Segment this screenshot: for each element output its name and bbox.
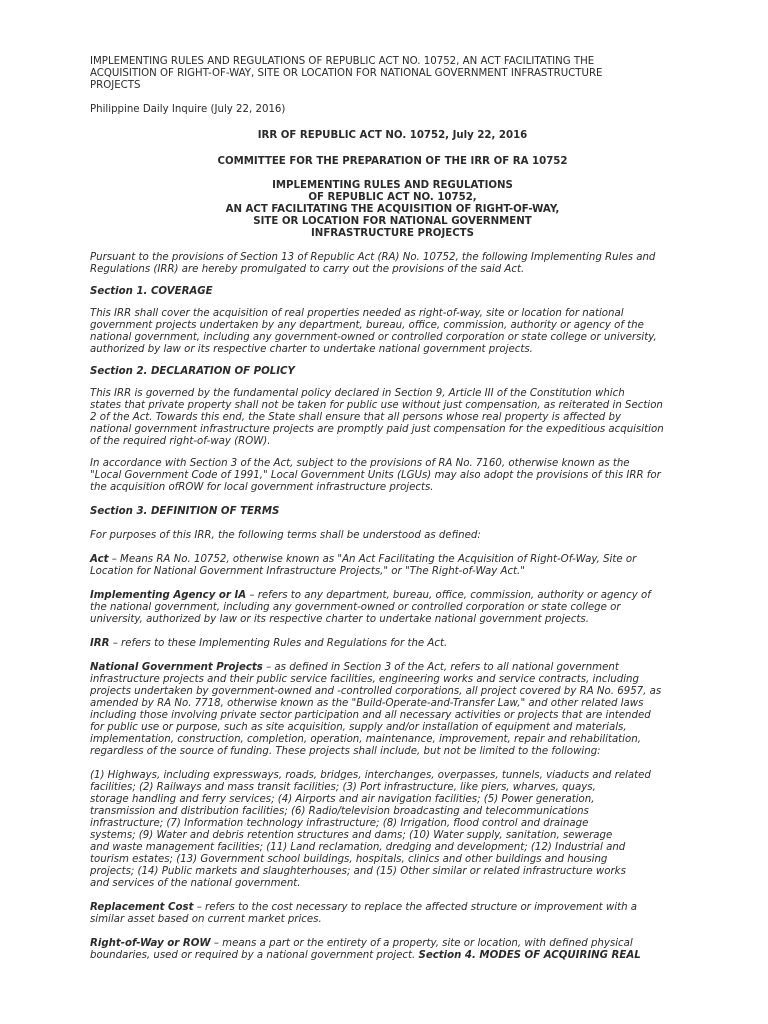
definition-row <box>90 938 695 962</box>
def-act: – Means RA No. 10752, otherwise known as "An Act Facilitating the Acquisition of Right-Of-Way, Site or Location for National Government Infrastructure Projects," or "The Right-of-Way Act." <box>90 554 637 577</box>
section-2-heading: Section 2. DECLARATION OF POLICY <box>90 366 295 377</box>
term-irr: IRR <box>90 638 110 649</box>
definition-irr <box>90 638 695 650</box>
document-page <box>90 56 695 962</box>
section-4-heading: Section 4. MODES OF ACQUIRING REAL <box>418 950 641 961</box>
definition-act <box>90 554 695 578</box>
source-line: Philippine Daily Inquire (July 22, 2016) <box>90 104 286 115</box>
def-ngp: – as defined in Section 3 of the Act, refers to all national government infrastructure projects and their public service facilities, engineering works and service contracts, including projects undertaken by government-owned and -controlled corporations, all project covered by RA No. 6957, as amended by RA No. 7718, otherwise known as the "Build-Operate-and-Transfer Law," and other related laws including those involving private sector participation and all necessary activities or projects that are intended for public use or purpose, such as site acquisition, supply and/or installation of equipment and materials, implementation, construction, completion, operation, maintenance, improvement, repair and rehabilitation, regardless of the source of funding. These projects shall include, but not be limited to the following: <box>90 662 662 757</box>
def-replacement-cost: – refers to the cost necessary to replace the affected structure or improvement with a similar asset based on current market prices. <box>90 902 638 925</box>
def-ia: – refers to any department, bureau, office, commission, authority or agency of the national government, including any government-owned or controlled corporation or state college or university, authorized by law or its respective charter to undertake national government projects. <box>90 590 651 625</box>
definition-ia <box>90 590 695 626</box>
def-row: – means a part or the entirety of a property, site or location, with defined physical boundaries, used or required by a national government project. <box>90 938 633 961</box>
main-heading: IMPLEMENTING RULES AND REGULATIONS OF REPUBLIC ACT NO. 10752, AN ACT FACILITATING THE ACQUISITION OF RIGHT-OF-WAY, SITE OR LOCATION FOR NATIONAL GOVERNMENT INFRASTRUCTURE PROJECTS <box>225 180 560 239</box>
definition-replacement-cost <box>90 902 695 926</box>
term-replacement-cost: Replacement Cost <box>90 902 194 913</box>
document-title: IMPLEMENTING RULES AND REGULATIONS OF REPUBLIC ACT NO. 10752, AN ACT FACILITATING THE ACQUISITION OF RIGHT-OF-WAY, SITE OR LOCATION FOR NATIONAL GOVERNMENT INFRASTRUCTURE PROJECTS <box>90 56 603 91</box>
def-irr: – refers to these Implementing Rules and Regulations for the Act. <box>109 638 448 649</box>
projects-list: (1) Highways, including expressways, roads, bridges, interchanges, overpasses, tunnels, viaducts and related facilities; (2) Railways and mass transit facilities; (3) Port infrastructure, like piers, wharves, quays, storage handling and ferry services; (4) Airports and air navigation facilities; (5) Power generation, transmission and distribution facilities; (6) Radio/television broadcasting and telecommunications infrastructure; (7) Information technology infrastructure; (8) Irrigation, flood control and drainage systems; (9) Water and debris retention structures and dams; (10) Water supply, sanitation, sewerage and waste management facilities; (11) Land reclamation, dredging and development; (12) Industrial and tourism estates; (13) Government school buildings, hospitals, clinics and other buildings and housing projects; (14) Public markets and slaughterhouses; and (15) Other similar or related infrastructure works and services of the national government. <box>90 770 651 889</box>
term-row: Right-of-Way or ROW <box>90 938 211 949</box>
section-1-heading: Section 1. COVERAGE <box>90 286 213 297</box>
section-3-heading: Section 3. DEFINITION OF TERMS <box>90 506 280 517</box>
section-2-body-2: In accordance with Section 3 of the Act, subject to the provisions of RA No. 7160, otherwise known as the "Local Government Code of 1991," Local Government Units (LGUs) may also adopt the provisions of this IRR for the acquisition ofROW for local government infrastructure projects. <box>90 458 661 493</box>
term-act: Act <box>90 554 109 565</box>
irr-heading: IRR OF REPUBLIC ACT NO. 10752, July 22, 2016 <box>257 130 528 141</box>
intro-paragraph: Pursuant to the provisions of Section 13 of Republic Act (RA) No. 10752, the following Implementing Rules and Regulations (IRR) are hereby promulgated to carry out the provisions of the said Act. <box>90 252 656 275</box>
definition-ngp <box>90 662 695 758</box>
section-3-intro: For purposes of this IRR, the following terms shall be understood as defined: <box>90 530 481 541</box>
committee-heading: COMMITTEE FOR THE PREPARATION OF THE IRR OF RA 10752 <box>217 156 568 167</box>
term-ngp: National Government Projects <box>90 662 263 673</box>
section-2-body-1: This IRR is governed by the fundamental policy declared in Section 9, Article III of the Constitution which states that private property shall not be taken for public use without just compensation, as reiterated in Section 2 of the Act. Towards this end, the State shall ensure that all persons whose real property is affected by national government infrastructure projects are promptly paid just compensation for the expeditious acquisition of the required right-of-way (ROW). <box>90 388 664 447</box>
section-1-body: This IRR shall cover the acquisition of real properties needed as right-of-way, site or location for national government projects undertaken by any department, bureau, office, commission, authority or agency of the national government, including any government-owned or controlled corporation or state college or university, authorized by law or its respective charter to undertake national government projects. <box>90 308 657 355</box>
term-ia: Implementing Agency or IA <box>90 590 247 601</box>
